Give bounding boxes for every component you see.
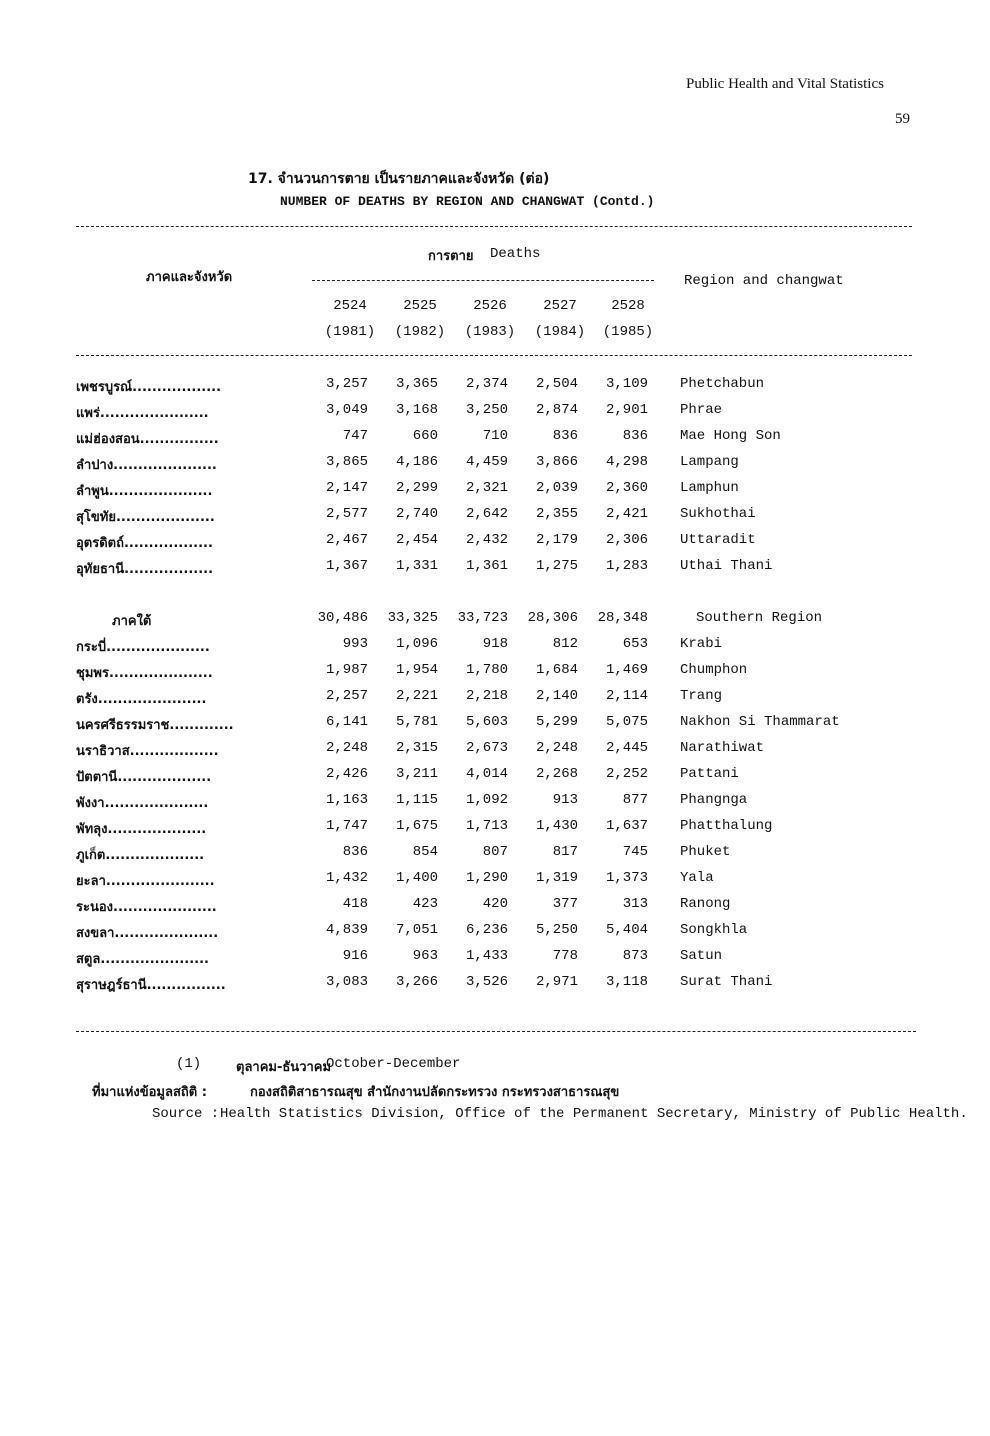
region-total-value-5: 28,348 [597,610,648,626]
death-count-1: 3,083 [325,974,368,990]
death-count-1: 1,987 [325,662,368,678]
col-header-region-en: Region and changwat [684,273,844,289]
table-row [0,428,990,454]
death-count-3: 2,642 [465,506,508,522]
changwat-name-th: แพร่...................... [76,406,209,421]
region-total-value-4: 28,306 [527,610,578,626]
table-row [0,662,990,688]
changwat-name-en: Lampang [680,454,739,470]
death-count-4: 2,039 [535,480,578,496]
death-count-4: 2,140 [535,688,578,704]
table-row [0,454,990,480]
death-count-2: 7,051 [395,922,438,938]
death-count-1: 747 [342,428,368,444]
death-count-4: 2,504 [535,376,578,392]
death-count-2: 2,740 [395,506,438,522]
year-ce-2: (1982) [394,324,446,340]
death-count-4: 778 [552,948,578,964]
changwat-name-en: Nakhon Si Thammarat [680,714,840,730]
table-row [0,766,990,792]
death-count-5: 5,404 [605,922,648,938]
footnote-marker: (1) [176,1056,202,1072]
death-count-4: 2,971 [535,974,578,990]
changwat-name-th: ปัตตานี................... [76,770,212,785]
death-count-1: 2,248 [325,740,368,756]
death-count-1: 2,147 [325,480,368,496]
death-count-4: 3,866 [535,454,578,470]
changwat-name-th: นราธิวาส.................. [76,744,219,759]
changwat-name-th: ภูเก็ต.................... [76,848,205,863]
changwat-name-en: Pattani [680,766,739,782]
footnote-text-th: ตุลาคม-ธันวาคม [236,1060,332,1075]
source-label-th: ที่มาแห่งข้อมูลสถิติ : [92,1085,207,1100]
death-count-5: 1,283 [605,558,648,574]
changwat-name-en: Phangnga [680,792,748,808]
col-header-region-th: ภาคและจังหวัด [146,270,233,285]
death-count-2: 3,211 [395,766,438,782]
region-total-value-3: 33,723 [457,610,508,626]
death-count-3: 6,236 [465,922,508,938]
table-row [0,532,990,558]
deaths-span-rule [312,280,654,281]
death-count-4: 2,355 [535,506,578,522]
death-count-1: 1,747 [325,818,368,834]
death-count-3: 2,321 [465,480,508,496]
changwat-name-th: สุราษฎร์ธานี................ [76,978,226,993]
changwat-name-en: Phrae [680,402,723,418]
changwat-name-en: Satun [680,948,723,964]
death-count-1: 418 [342,896,368,912]
death-count-2: 854 [412,844,438,860]
death-count-4: 836 [552,428,578,444]
table-row [0,922,990,948]
death-count-5: 3,118 [605,974,648,990]
death-count-1: 4,839 [325,922,368,938]
death-count-3: 1,780 [465,662,508,678]
death-count-2: 3,168 [395,402,438,418]
changwat-name-th: สงขลา..................... [76,926,219,941]
year-ce-3: (1983) [464,324,516,340]
death-count-3: 1,433 [465,948,508,964]
death-count-4: 2,874 [535,402,578,418]
death-count-5: 1,637 [605,818,648,834]
death-count-1: 2,577 [325,506,368,522]
changwat-name-en: Phuket [680,844,731,860]
source-label-en: Source : [152,1106,220,1122]
death-count-2: 1,331 [395,558,438,574]
death-count-5: 2,252 [605,766,648,782]
death-count-1: 1,163 [325,792,368,808]
table-row [0,480,990,506]
death-count-3: 2,673 [465,740,508,756]
death-count-1: 3,865 [325,454,368,470]
changwat-name-th: พังงา..................... [76,796,209,811]
table-row [0,506,990,532]
table-title-en: NUMBER OF DEATHS BY REGION AND CHANGWAT (Contd.) [280,194,655,209]
year-be-3: 2526 [473,298,507,314]
changwat-name-en: Ranong [680,896,731,912]
changwat-name-en: Uthai Thani [680,558,773,574]
death-count-4: 817 [552,844,578,860]
death-count-3: 5,603 [465,714,508,730]
changwat-name-en: Phetchabun [680,376,765,392]
death-count-1: 3,257 [325,376,368,392]
changwat-name-en: Sukhothai [680,506,756,522]
changwat-name-en: Narathiwat [680,740,765,756]
death-count-1: 2,426 [325,766,368,782]
death-count-5: 745 [622,844,648,860]
death-count-3: 3,526 [465,974,508,990]
death-count-1: 2,467 [325,532,368,548]
region-total-row [0,610,990,636]
death-count-4: 1,684 [535,662,578,678]
region-total-name-en: Southern Region [696,610,823,626]
year-be-2: 2525 [403,298,437,314]
changwat-name-th: กระบี่..................... [76,640,210,655]
changwat-name-th: อุตรดิตถ์.................. [76,536,213,551]
death-count-5: 2,306 [605,532,648,548]
death-count-5: 2,421 [605,506,648,522]
death-count-2: 3,266 [395,974,438,990]
death-count-1: 993 [342,636,368,652]
death-count-1: 1,432 [325,870,368,886]
death-count-2: 2,454 [395,532,438,548]
changwat-name-th: ชุมพร..................... [76,666,213,681]
death-count-1: 2,257 [325,688,368,704]
table-row [0,636,990,662]
death-count-2: 423 [412,896,438,912]
death-count-4: 5,250 [535,922,578,938]
table-row [0,402,990,428]
death-count-2: 2,221 [395,688,438,704]
changwat-name-th: อุทัยธานี.................. [76,562,214,577]
death-count-4: 913 [552,792,578,808]
death-count-3: 4,014 [465,766,508,782]
table-row [0,688,990,714]
death-count-2: 1,954 [395,662,438,678]
death-count-3: 2,432 [465,532,508,548]
death-count-3: 1,290 [465,870,508,886]
table-row [0,376,990,402]
death-count-3: 1,092 [465,792,508,808]
table-title-th: 17. จำนวนการตาย เป็นรายภาคและจังหวัด (ต่อ) [248,171,550,187]
death-count-1: 3,049 [325,402,368,418]
death-count-2: 660 [412,428,438,444]
death-count-3: 1,713 [465,818,508,834]
death-count-1: 836 [342,844,368,860]
changwat-name-en: Chumphon [680,662,748,678]
col-header-deaths-th: การตาย [428,249,474,264]
death-count-2: 1,096 [395,636,438,652]
table-row [0,740,990,766]
death-count-5: 2,901 [605,402,648,418]
year-be-5: 2528 [611,298,645,314]
year-ce-5: (1985) [602,324,654,340]
changwat-name-en: Surat Thani [680,974,773,990]
changwat-name-en: Mae Hong Son [680,428,781,444]
bottom-rule [76,1031,916,1032]
death-count-2: 2,315 [395,740,438,756]
table-row [0,974,990,1000]
death-count-4: 1,319 [535,870,578,886]
changwat-name-th: สุโขทัย.................... [76,510,215,525]
changwat-name-th: สตูล...................... [76,952,209,967]
changwat-name-th: ลำปาง..................... [76,458,217,473]
region-total-value-2: 33,325 [387,610,438,626]
changwat-name-en: Uttaradit [680,532,756,548]
changwat-name-th: แม่ฮ่องสอน................ [76,432,219,447]
year-be-4: 2527 [543,298,577,314]
table-row [0,948,990,974]
death-count-5: 836 [622,428,648,444]
table-row [0,870,990,896]
death-count-2: 963 [412,948,438,964]
death-count-2: 1,400 [395,870,438,886]
death-count-1: 6,141 [325,714,368,730]
death-count-3: 807 [482,844,508,860]
death-count-2: 5,781 [395,714,438,730]
year-ce-1: (1981) [324,324,376,340]
death-count-2: 1,115 [395,792,438,808]
footnote-text-en: October-December [326,1056,461,1072]
source-text-th: กองสถิติสาธารณสุข สำนักงานปลัดกระทรวง กระทรวงสาธารณสุข [250,1085,620,1100]
top-rule [76,226,912,227]
changwat-name-th: เพชรบูรณ์.................. [76,380,222,395]
death-count-4: 2,268 [535,766,578,782]
changwat-name-en: Lamphun [680,480,739,496]
death-count-5: 873 [622,948,648,964]
changwat-name-th: ลำพูน..................... [76,484,213,499]
table-row [0,844,990,870]
table-row [0,818,990,844]
death-count-2: 2,299 [395,480,438,496]
changwat-name-en: Phatthalung [680,818,773,834]
death-count-5: 2,114 [605,688,648,704]
page-number: 59 [895,111,910,127]
death-count-5: 1,469 [605,662,648,678]
year-be-1: 2524 [333,298,367,314]
changwat-name-th: ระนอง..................... [76,900,217,915]
death-count-3: 1,361 [465,558,508,574]
death-count-4: 377 [552,896,578,912]
death-count-5: 4,298 [605,454,648,470]
changwat-name-th: ตรัง...................... [76,692,207,707]
region-total-value-1: 30,486 [317,610,368,626]
death-count-4: 1,275 [535,558,578,574]
death-count-5: 2,445 [605,740,648,756]
death-count-3: 918 [482,636,508,652]
changwat-name-en: Krabi [680,636,723,652]
death-count-4: 5,299 [535,714,578,730]
death-count-3: 4,459 [465,454,508,470]
col-header-deaths-en: Deaths [490,246,541,262]
death-count-5: 313 [622,896,648,912]
death-count-2: 4,186 [395,454,438,470]
death-count-3: 420 [482,896,508,912]
year-ce-4: (1984) [534,324,586,340]
table-row [0,792,990,818]
death-count-1: 916 [342,948,368,964]
death-count-5: 1,373 [605,870,648,886]
changwat-name-en: Trang [680,688,723,704]
death-count-1: 1,367 [325,558,368,574]
region-total-name-th: ภาคใต้ [112,614,152,629]
death-count-5: 5,075 [605,714,648,730]
changwat-name-th: ยะลา...................... [76,874,215,889]
death-count-3: 3,250 [465,402,508,418]
death-count-2: 1,675 [395,818,438,834]
changwat-name-th: นครศรีธรรมราช............. [76,718,234,733]
death-count-5: 653 [622,636,648,652]
table-row [0,714,990,740]
changwat-name-th: พัทลุง.................... [76,822,207,837]
table-row [0,558,990,584]
death-count-4: 1,430 [535,818,578,834]
running-title: Public Health and Vital Statistics [686,76,884,92]
death-count-5: 2,360 [605,480,648,496]
header-rule [76,355,912,356]
death-count-3: 710 [482,428,508,444]
death-count-5: 3,109 [605,376,648,392]
death-count-4: 2,179 [535,532,578,548]
death-count-4: 812 [552,636,578,652]
death-count-5: 877 [622,792,648,808]
changwat-name-en: Songkhla [680,922,748,938]
changwat-name-en: Yala [680,870,714,886]
source-text-en: Health Statistics Division, Office of the Permanent Secretary, Ministry of Public Health. [220,1106,968,1122]
death-count-4: 2,248 [535,740,578,756]
table-row [0,896,990,922]
death-count-2: 3,365 [395,376,438,392]
death-count-3: 2,218 [465,688,508,704]
death-count-3: 2,374 [465,376,508,392]
